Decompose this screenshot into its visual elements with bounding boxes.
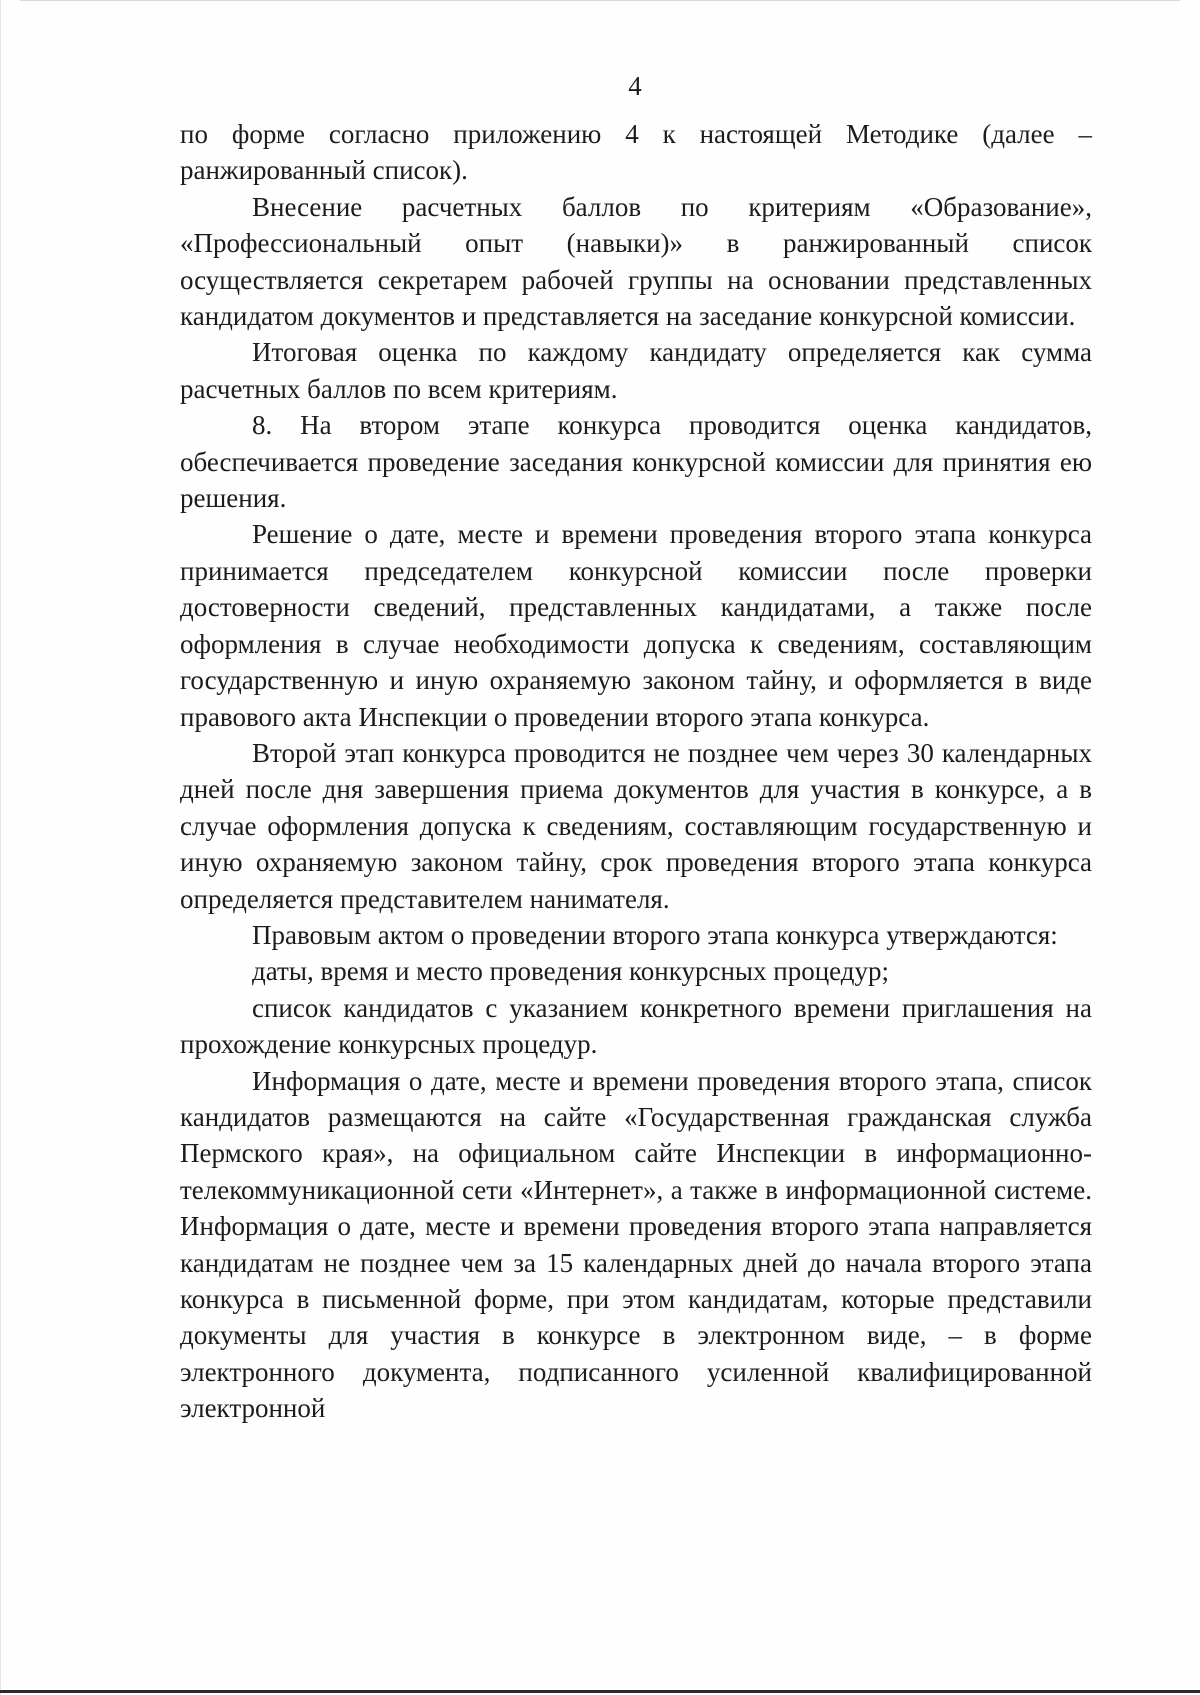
paragraph-dates-item: даты, время и место проведения конкурсных процедур;: [252, 956, 890, 987]
paragraph-scores-entry: Внесение расчетных баллов по критериям «Образование», «Профессиональный опыт (навыки)» в ранжированный список осуществляется секретарем рабочей группы на основании представленных кандидатом документов и представляется на заседание конкурсной комиссии.: [180, 191, 1092, 332]
page-number: 4: [628, 71, 642, 101]
scan-edge-top: [20, 0, 1180, 1]
scan-edge-left: [0, 0, 1, 1695]
paragraph-deadline: Второй этап конкурса проводится не позднее чем через 30 календарных дней после дня завершения приема документов для участия в конкурсе, а в случае оформления допуска к сведениям, составляющим государственную и иную охраняемую законом тайну, срок проведения второго этапа конкурса определяется представителем нанимателя.: [180, 737, 1092, 914]
scan-edge-bottom: [0, 1690, 1200, 1693]
paragraph-second-stage: 8. На втором этапе конкурса проводится оценка кандидатов, обеспечивается проведение заседания конкурсной комиссии для принятия ею решения.: [180, 410, 1092, 514]
paragraph-ranked-list: по форме согласно приложению 4 к настоящей Методике (далее – ранжированный список).: [180, 119, 1092, 186]
paragraph-decision: Решение о дате, месте и времени проведения второго этапа конкурса принимается председателем конкурсной комиссии после проверки достоверности сведений, представленных кандидатами, а также после оформления в случае необходимости допуска к сведениям, составляющим государственную и иную охраняемую законом тайну, и оформляется в виде правового акта Инспекции о проведении второго этапа конкурса.: [180, 519, 1092, 732]
paragraph-information: Информация о дате, месте и времени проведения второго этапа, список кандидатов размещаются на сайте «Государственная гражданская служба Пермского края», на официальном сайте Инспекции в информационно-телекоммуникационной сети «Интернет», а также в информационной системе. Информация о дате, месте и времени проведения второго этапа направляется кандидатам не позднее чем за 15 календарных дней до начала второго этапа конкурса в письменной форме, при этом кандидатам, которые представили документы для участия в конкурсе в электронном виде, – в форме электронного документа, подписанного усиленной квалифицированной электронной: [180, 1065, 1092, 1424]
paragraph-legal-act: Правовым актом о проведении второго этапа конкурса утверждаются:: [252, 919, 1058, 950]
paragraph-candidates-item: список кандидатов с указанием конкретного времени приглашения на прохождение конкурсных процедур.: [180, 992, 1092, 1060]
paragraph-total-score: Итоговая оценка по каждому кандидату определяется как сумма расчетных баллов по всем критериям.: [180, 337, 1092, 404]
document-body: [180, 116, 1092, 1427]
